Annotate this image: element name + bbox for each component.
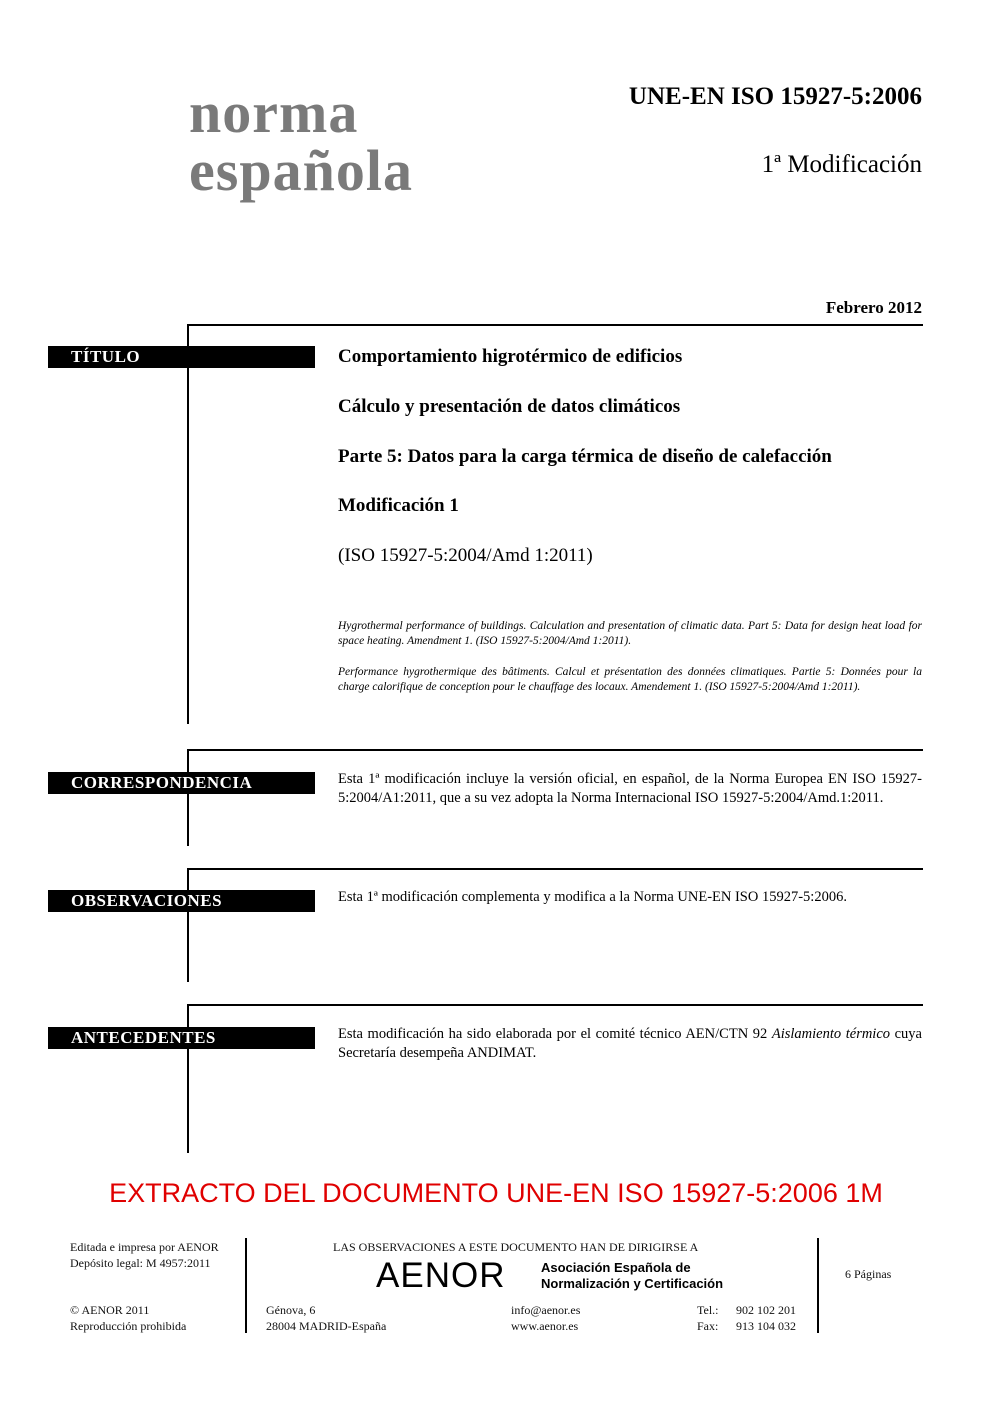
footer-edited: Editada e impresa por AENOR bbox=[70, 1240, 219, 1254]
aenor-org-line-1: Asociación Española de bbox=[541, 1260, 691, 1275]
footer-pages: 6 Páginas bbox=[845, 1267, 892, 1281]
aenor-org-name bbox=[541, 1260, 723, 1292]
section-divider bbox=[187, 868, 923, 870]
observaciones-text: Esta 1ª modificación complementa y modifica a la Norma UNE-EN ISO 15927-5:2006. bbox=[338, 889, 847, 905]
footer-address-1: Génova, 6 bbox=[266, 1303, 316, 1317]
footer-tel: 902 102 201 bbox=[736, 1303, 796, 1317]
footer-observations-note: LAS OBSERVACIONES A ESTE DOCUMENTO HAN DE DIRIGIRSE A bbox=[333, 1240, 699, 1254]
section-divider bbox=[187, 1004, 923, 1006]
antecedentes-text-start: Esta modificación ha sido elaborada por el comité técnico AEN/CTN 92 bbox=[338, 1026, 772, 1042]
footer-fax-label: Fax: bbox=[697, 1319, 719, 1333]
aenor-logo: AENOR bbox=[376, 1256, 506, 1295]
section-vertical-rule bbox=[187, 868, 189, 982]
antecedentes-committee-name: Aislamiento térmico bbox=[771, 1026, 891, 1042]
label-antecedentes: ANTECEDENTES bbox=[48, 1027, 315, 1049]
title-line-1: Comportamiento higrotérmico de edificios bbox=[338, 346, 683, 367]
label-titulo: TÍTULO bbox=[48, 346, 315, 368]
amendment-label: 1ª Modificación bbox=[761, 151, 922, 178]
brand-norma: norma bbox=[189, 80, 359, 145]
title-line-4: Modificación 1 bbox=[338, 495, 459, 516]
footer-separator bbox=[817, 1238, 819, 1333]
standard-code: UNE-EN ISO 15927-5:2006 bbox=[628, 83, 922, 110]
title-line-2: Cálculo y presentación de datos climáticos bbox=[338, 396, 681, 417]
extract-banner: EXTRACTO DEL DOCUMENTO UNE-EN ISO 15927-5:2006 1M bbox=[109, 1178, 883, 1208]
brand-espanola: española bbox=[189, 138, 413, 203]
antecedentes-text-end: cuya Secretaría desempeña ANDIMAT. bbox=[338, 1026, 922, 1061]
antecedentes-text bbox=[338, 1025, 922, 1063]
footer-fax: 913 104 032 bbox=[736, 1319, 796, 1333]
publication-date: Febrero 2012 bbox=[825, 298, 922, 317]
footer-copyright: © AENOR 2011 bbox=[70, 1303, 150, 1317]
section-vertical-rule bbox=[187, 324, 189, 724]
correspondencia-text: Esta 1ª modificación incluye la versión oficial, en español, de la Norma Europea EN ISO 15927-5:2004/A1:2011, que a su vez adopta la Norma Internacional ISO 15927-5:2004/Amd.1:2011. bbox=[338, 771, 922, 806]
footer-separator bbox=[245, 1238, 247, 1333]
title-line-3: Parte 5: Datos para la carga térmica de diseño de calefacción bbox=[338, 446, 832, 467]
section-vertical-rule bbox=[187, 749, 189, 846]
footer-website[interactable]: www.aenor.es bbox=[511, 1319, 579, 1333]
footer-reproduction: Reproducción prohibida bbox=[70, 1319, 187, 1333]
section-divider bbox=[187, 749, 923, 751]
footer-email[interactable]: info@aenor.es bbox=[511, 1303, 581, 1317]
label-observaciones: OBSERVACIONES bbox=[48, 890, 315, 912]
title-reference: (ISO 15927-5:2004/Amd 1:2011) bbox=[338, 545, 593, 566]
title-french: Performance hygrothermique des bâtiments. Calcul et présentation des données climatiques. Partie 5: Données pour la charge calorifique de conception pour le chauffage des locaux. Amendement 1. (ISO 15927-5:2004/Amd 1:2011). bbox=[338, 666, 922, 693]
aenor-org-line-2: Normalización y Certificación bbox=[541, 1276, 724, 1291]
footer-deposit: Depósito legal: M 4957:2011 bbox=[70, 1256, 211, 1270]
footer-address-2: 28004 MADRID-España bbox=[266, 1319, 387, 1333]
section-divider bbox=[187, 324, 923, 326]
title-english: Hygrothermal performance of buildings. Calculation and presentation of climatic data. Part 5: Data for design heat load for space heating. Amendment 1. (ISO 15927-5:2004/Amd 1:2011). bbox=[338, 620, 922, 647]
label-correspondencia: CORRESPONDENCIA bbox=[48, 772, 315, 794]
footer-tel-label: Tel.: bbox=[697, 1303, 719, 1317]
